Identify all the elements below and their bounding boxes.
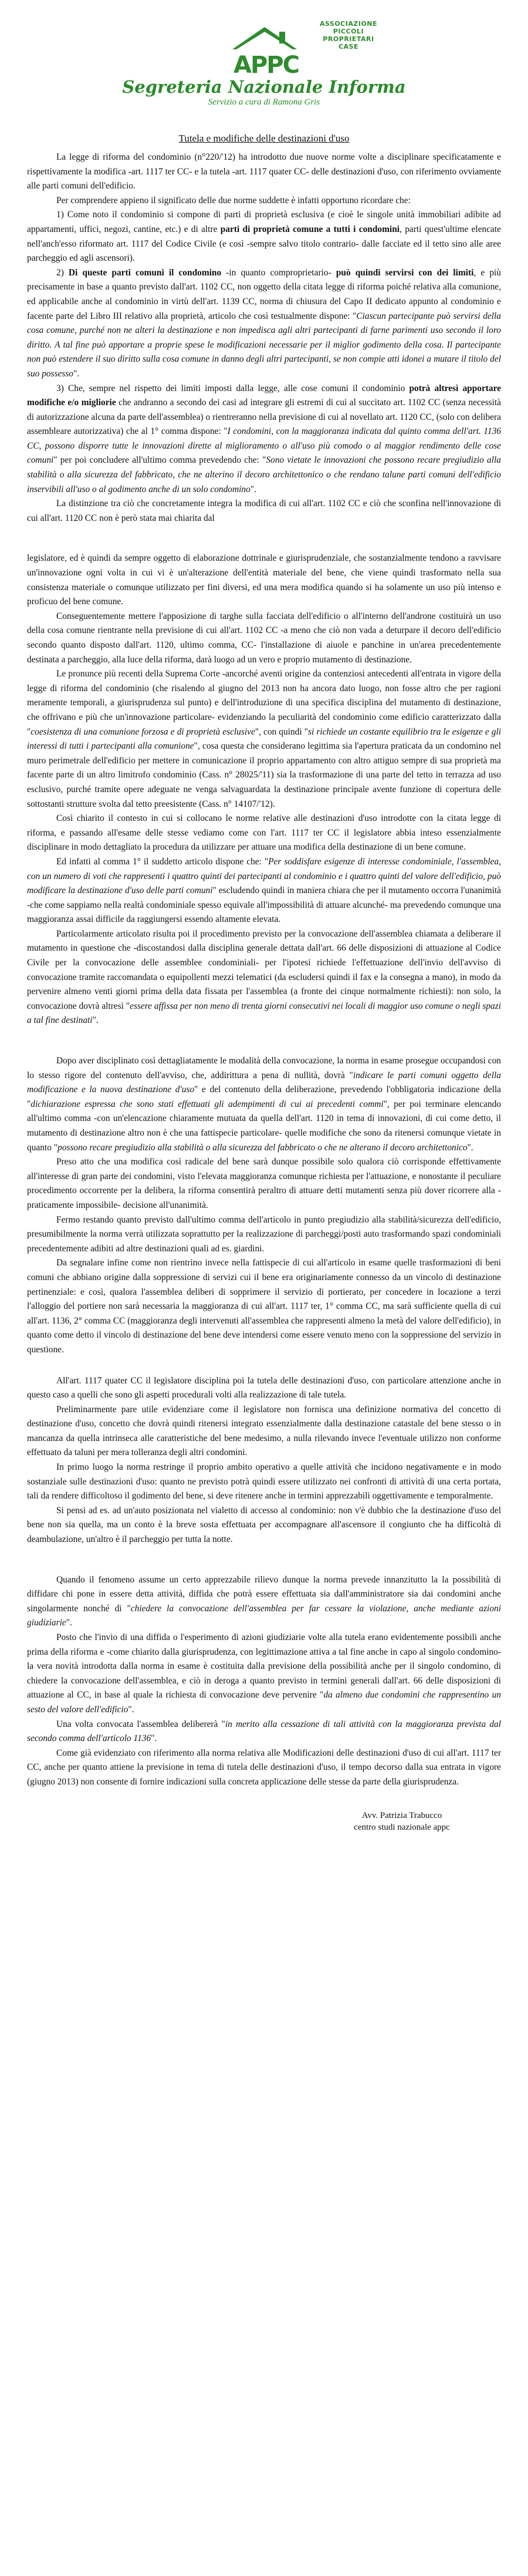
signature-name: Avv. Patrizia Trabucco: [361, 1810, 442, 1820]
paragraph: Fermo restando quanto previsto dall'ultimo comma dell'articolo in punto pregiudizio alla stabilità/sicurezza dell'edificio, presumibilmente la norma verrà utilizzata soprattutto per la realizzazione di parcheggi/posti auto trasformando spazi condominiali precedentemente adibiti ad altre destinazioni quali ad es. giardini.: [27, 1214, 501, 1254]
paragraph: Quando il fenomeno assume un certo apprezzabile rilievo dunque la norma prevede innanzitutto la la possibilità di diffidare chi pone in essere detta attività, diffida che potrà essere effettuata sia dall'amministratore sia dai condomini anche singolarmente nonché di "chiedere la convocazione dell'assemblea per far cessare la violazione, anche mediante azioni giudiziarie".: [27, 1574, 501, 1628]
logo-letters: APPC: [233, 52, 299, 78]
association-name: ASSOCIAZIONE PICCOLI PROPRIETARI CASE: [319, 20, 378, 50]
paragraph: Si pensi ad es. ad un'auto posizionata nel vialetto di accesso al condominio: non v'è dubbio che la destinazione d'uso del bene non sia quella, ma un conto è la breve sosta effettuata per accompagnare all'ascensore il congiunto che ha difficoltà di deambulazione, un'altro è il parcheggio per tutta la notte.: [27, 1505, 501, 1545]
paragraph: Da segnalare infine come non rientrino invece nella fattispecie di cui all'articolo in esame quelle trasformazioni di beni comuni che abbiano origine dalla soppressione di servizi cui il bene era originariamente connesso da un vincolo di destinazione pertinenziale: e così, qualora l'assemblea deliberi di sopprimere il servizio di portierato, per concedere in locazione a terzi l'alloggio del portiere non sarà necessaria la maggioranza di cui all'art. 1117 ter, 1° comma CC, ma sarà sufficiente quella di cui all'art. 1136, 2° comma CC (maggioranza degli intervenuti all'assemblea che rappresenti almeno la metà del valore dell'edificio), in quanto come detto il vincolo di destinazione del bene deve intendersi come essere venuto meno con la soppressione del servizio in questione.: [27, 1258, 501, 1355]
paragraph: Come già evidenziato con riferimento alla norma relativa alle Modificazioni delle destinazioni d'uso di cui all'art. 1117 ter CC, anche per quanto attiene la previsione in tema di tutela delle destinazioni d'uso, il tempo decorso dalla sua entrata in vigore (giugno 2013) non consente di fornire indicazioni sulla concreta applicazione delle stesse da parte della giurisprudenza.: [27, 1747, 501, 1787]
paragraph: 3) Che, sempre nel rispetto dei limiti imposti dalla legge, alle cose comuni il condominio potrà altresì apportare modifiche e/o migliorie che andranno a secondo dei casi ad integrare gli estremi di cui al succitato art. 1102 CC (senza necessità di autorizzazione alcuna da parte dell'assemblea) o rientreranno nella previsione di cui al novellato art. 1120 CC, (solo con delibera assembleare autorizzativa) che al 1° comma dispone: "I condomini, con la maggioranza indicata dal quinto comma dell'art. 1136 CC, possono disporre tutte le innovazioni dirette al miglioramento o all'uso più comodo o al maggior rendimento delle cose comuni" per poi concludere all'ultimo comma prevedendo che: "Sono vietate le innovazioni che possono recare pregiudizio alla stabilità o alla sicurezza del fabbricato, che ne alterino il decoro architettonico o che rendano talune parti comuni dell'edificio inservibili all'uso o al godimento anche di un solo condomino".: [27, 383, 501, 494]
paragraph: Così chiarito il contesto in cui si collocano le norme relative alle destinazioni d'uso introdotte con la citata legge di riforma, e passando all'esame delle stesse vediamo come con l'art. 1117 ter CC il legislatore abbia inteso essenzialmente disciplinare in modo dettagliato la procedura da utilizzare per attuare una modifica della destinazione di un bene comune.: [27, 813, 501, 853]
paragraph: Posto che l'invio di una diffida o l'esperimento di azioni giudiziarie volte alla tutela erano evidentemente possibili anche prima della riforma e -come chiarito dalla giurisprudenza, con legittimazione attiva a tal fine anche in capo al singolo condomino- la vera novità introdotta dalla norma in esame è costituita dalla previsione della possibilità anche per il singolo condomino, di chiedere la convocazione dell'assemblea, e ciò in deroga a quanto previsto in termini generali dall'art. 66 delle disposizioni di attuazione al CC, in base al quale la richiesta di convocazione deve pervenire "da almeno due condomini che rappresentino un sesto del valore dell'edificio".: [27, 1632, 501, 1715]
signature: [303, 1810, 501, 1833]
paragraph: In primo luogo la norma restringe il proprio ambito operativo a quelle attività che incidono negativamente e in modo sostanziale sulle destinazioni d'uso: quanto ne previsto potrà quindi essere utilizzato nei confronti di attività di una certa portata, tali da rendere difficoltoso il godimento del bene, si deve ritenere anche in termini apprezzabili oggettivamente e temporalmente.: [27, 1462, 501, 1501]
paragraph: Preliminarmente pare utile evidenziare come il legislatore non fornisca una definizione normativa del concetto di destinazione d'uso, concetto che dovrà quindi ritenersi integrato essenzialmente dalla destinazione catastale del bene stesso o in mancanza da quella intrinseca alle caratteristiche del bene medesimo, a nulla rilevando invece l'eventuale utilizzo non conforme effettuato da taluni per mera tolleranza degli altri condomini.: [27, 1404, 501, 1458]
signature-role: centro studi nazionale appc: [354, 1822, 450, 1832]
paragraph: Particolarmente articolato risulta poi il procedimento previsto per la convocazione dell'assemblea chiamata a deliberare il mutamento in questione che -discostandosi dalla disciplina generale dettata dall'art. 66 delle disposizioni di attuazione al Codice Civile per la convocazione delle assemblee condominiali- per l'ipotesi richiede l'effettuazione dell'invio dell'avviso di convocazione tramite raccomandata o equipollenti mezzi telematici (da escludersi quindi il fax e la consegna a mano), in modo da pervenire almeno venti giorni prima della data fissata per l'assemblea (a fronte dei cinque normalmente richiesti): non solo, la convocazione dovrà altresì "essere affissa per non meno di trenta giorni consecutivi nei locali di maggior uso comune o negli spazi a tal fine destinati".: [27, 928, 502, 1026]
header-subtitle: Servizio a cura di Ramona Gris: [208, 97, 320, 107]
paragraph: Preso atto che una modifica così radicale del bene sarà dunque possibile solo qualora ciò corrisponde effettivamente all'interesse di gran parte dei condomini, visto l'elevata maggioranza comunque richiesta per l'attuazione, e nonostante il peculiare procedimento occorrente per la delibera, la riforma consentirà peraltro di attuare detti mutamenti senza più dover ricorrere alla -praticamente impossibile- decisione all'unanimità.: [27, 1157, 501, 1210]
paragraph: Conseguentemente mettere l'apposizione di targhe sulla facciata dell'edificio o all'interno dell'androne costituirà un uso della cosa comune rientrante nella previsione di cui all'art. 1102 CC -a meno che ciò non vada a deturpare il decoro dell'edificio secondo quanto disposto dall'art. 1120, ultimo comma, CC- l'installazione di aiuole e panchine in un'area precedentemente destinata a parcheggio, alla luce della riforma, darà luogo ad un vero e proprio mutamento di destinazione.: [27, 611, 501, 665]
paragraph: legislatore, ed è quindi da sempre oggetto di elaborazione dottrinale e giurisprudenziale, che sostanzialmente tendono a ravvisare un'innovazione ogni volta in cui vi è un'alterazione dell'entità materiale del bene, che viene quindi trasformato nella sua consistenza materiale o comunque utilizzato per fini diversi, ed una mera modifica quando si ha solamente un uso più intenso e proficuo del bene comune.: [27, 553, 501, 607]
header: [27, 12, 501, 112]
paragraph: Le pronunce più recenti della Suprema Corte -ancorché aventi origine da contenziosi antecedenti all'entrata in vigore della legge di riforma del condominio (che risalendo al giugno del 2013 non ha ancora dato luogo, non fosse altro che per ragioni meramente temporali, a giurisprudenza sul punto) e dell'introduzione di una specifica disciplina del mutamento di destinazione, che offrivano e più che un'innovazione particolare- evidenziando la peculiarità del condominio come edificio caratterizzato dalla "coesistenza di una comunione forzosa e di proprietà esclusive", con quindi "si richiede un costante equilibrio tra le esigenze e gli interessi di tutti i partecipanti alla comunione", cosa questa che considerano legittima sia l'apertura praticata da un condomino nel muro perimetrale dell'edificio per mettere in comunicazione il proprio appartamento con altro attiguo sempre di sua proprietà ma facente parte di un altro limitrofo condominio (Cass. n° 28025/'11) sia la trasformazione di una parte del tetto in terrazza ad uso esclusivo, purché tramite opere adeguate ne venga salvaguardata la destinazione principale avente funzione di copertura delle sottostanti strutture svolta dal tetto preesistente (Cass. n° 14107/'12).: [27, 669, 501, 809]
paragraph: 1) Come noto il condominio si compone di parti di proprietà esclusiva (e cioè le singole unità immobiliari adibite ad appartamenti, uffici, negozi, cantine, etc.) e di altre parti di proprietà comune a tutti i condomini, parti quest'ultime elencate nell'anch'esso riformato art. 1117 del Codice Civile (e così -sempre salvo titolo contrario- dalle facciate ed il tetto sino alle aree parcheggio ed agli ascensori).: [27, 210, 501, 264]
header-title: Segreteria Nazionale Informa: [122, 77, 406, 97]
paragraph: Una volta convocata l'assemblea delibererà "in merito alla cessazione di tali attività con la maggioranza prevista dal secondo comma dell'articolo 1136".: [27, 1719, 501, 1744]
document-title: Tutela e modifiche delle destinazioni d'uso: [178, 133, 350, 144]
paragraph: All'art. 1117 quater CC il legislatore disciplina poi la tutela delle destinazioni d'uso, con particolare attenzione anche in questo caso a quelli che sono gli aspetti procedurali volti alla realizzazione di tale tutela.: [27, 1375, 501, 1400]
paragraph: Dopo aver disciplinato così dettagliatamente le modalità della convocazione, la norma in esame prosegue occupandosi con lo stesso rigore del contenuto dell'avviso, che, addirittura a pena di nullità, dovrà "indicare le parti comuni oggetto della modificazione e la nuova destinazione d'uso" e del contenuto della deliberazione, prevedendo l'obbligatoria indicazione della "dichiarazione espressa che sono stati effettuati gli adempimenti di cui ai precedenti commi", per poi terminare elencando all'ultimo comma -con un'elencazione chiaramente mutuata da quella dell'art. 1120 in tema di innovazioni, di cui come detto, il mutamento di destinazione altro non è che una fattispecie particolare- quelle modifiche che sono da ritenersi comunque vietate in quanto "possono recare pregiudizio alla stabilità o alla sicurezza del fabbricato o che ne alterano il decoro architettonico".: [27, 1056, 502, 1153]
paragraph: La legge di riforma del condominio (n°220/'12) ha introdotto due nuove norme volte a disciplinare specificatamente e rispettivamente la modifica -art. 1117 ter CC- e la tutela -art. 1117 quater CC- delle destinazioni d'uso, con riferimento ovviamente alle parti comuni dell'edificio.: [27, 152, 501, 191]
paragraph: 2) Di queste parti comuni il condomino -in quanto comproprietario- può quindi servirsi con dei limiti, e più precisamente in base a quanto previsto dall'art. 1102 CC, non oggetto della citata legge di riforma poiché relativa alla comunione, ed applicabile anche al condominio in virtù dell'art. 1139 CC, norma di chiusura del Capo II dedicato appunto al condominio e facente parte del Libro III relativo alla proprietà, articolo che così testualmente dispone: "Ciascun partecipante può servirsi della cosa comune, purché non ne alteri la destinazione e non impedisca agli altri partecipanti di farne parimenti uso secondo il loro diritto. A tal fine può apportare a proprie spese le modificazioni necessarie per il miglior godimento della cosa. Il partecipante non può estendere il suo diritto sulla cosa comune in danno degli altri partecipanti, se non compie atti idonei a mutare il titolo del suo possesso".: [27, 267, 501, 379]
paragraph: La distinzione tra ciò che concretamente integra la modifica di cui all'art. 1102 CC e ciò che sconfina nell'innovazione di cui all'art. 1120 CC non è però stata mai chiarita dal: [27, 499, 501, 523]
paragraph: Ed infatti al comma 1° il suddetto articolo dispone che: "Per soddisfare esigenze di interesse condominiale, l'assemblea, con un numero di voti che rappresenti i quattro quinti dei partecipanti al condominio e i quattro quinti del valore dell'edificio, può modificare la destinazione d'uso delle parti comuni" escludendo quindi in maniera chiara che per il mutamento occorra l'unanimità -che come sappiamo nella realtà condominiale spesso equivale all'impossibilità di attuare alcunché- ma prevedendo comunque una maggioranza assai difficile da raggiungersi essendo altamente elevata.: [27, 856, 501, 925]
paragraph: Per comprendere appieno il significato delle due norme suddette è infatti opportuno ricordare che:: [56, 195, 411, 206]
